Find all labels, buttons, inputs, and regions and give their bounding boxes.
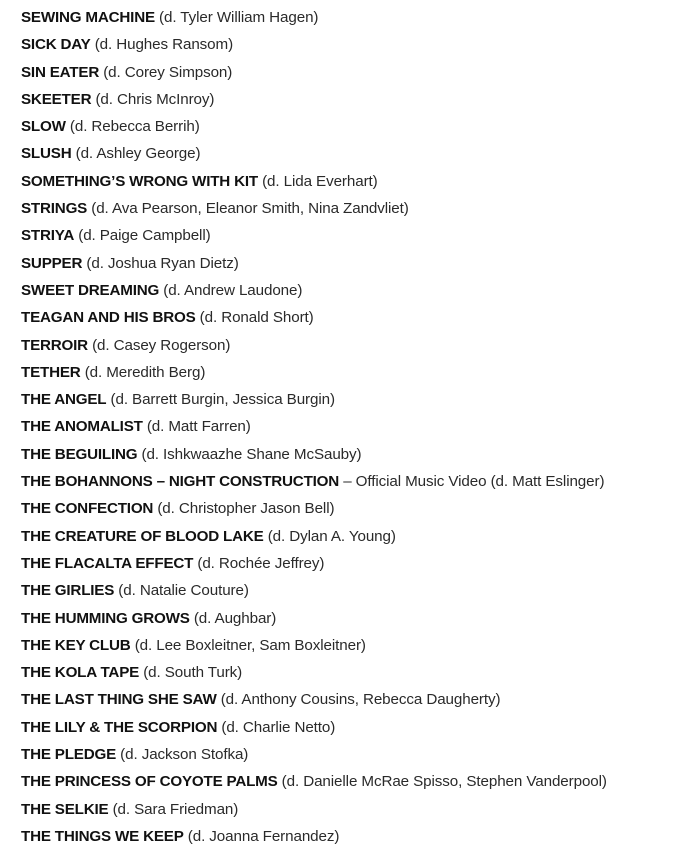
- film-title: THE LAST THING SHE SAW: [21, 691, 217, 709]
- film-title: THE CREATURE OF BLOOD LAKE: [21, 527, 264, 545]
- film-entry: [21, 659, 698, 686]
- film-title: SICK DAY: [21, 36, 91, 54]
- film-title: SOMETHING’S WRONG WITH KIT: [21, 172, 258, 190]
- film-entry: [21, 86, 698, 113]
- film-title: SLOW: [21, 118, 66, 136]
- film-director-credit: (d. Tyler William Hagen): [159, 9, 319, 26]
- film-title: SEWING MACHINE: [21, 9, 155, 26]
- film-title: SLUSH: [21, 145, 72, 163]
- film-entry: [21, 222, 698, 249]
- film-title: THE SELKIE: [21, 800, 109, 818]
- film-entry: [21, 741, 698, 768]
- film-title: THE FLACALTA EFFECT: [21, 554, 194, 572]
- film-director-credit: (d. Christopher Jason Bell): [157, 500, 335, 518]
- film-list: [21, 4, 698, 850]
- film-entry: [21, 59, 698, 86]
- film-director-credit: (d. Paige Campbell): [78, 227, 211, 245]
- film-director-credit: (d. Lee Boxleitner, Sam Boxleitner): [134, 636, 366, 654]
- film-title: SUPPER: [21, 254, 83, 272]
- film-title: SIN EATER: [21, 63, 100, 81]
- film-entry: [21, 168, 698, 195]
- film-entry: [21, 523, 698, 550]
- film-entry: [21, 304, 698, 331]
- film-title: THE THINGS WE KEEP: [21, 827, 184, 845]
- film-entry: [21, 577, 698, 604]
- film-entry: [21, 441, 698, 468]
- film-director-credit: (d. Charlie Netto): [221, 718, 336, 736]
- film-director-credit: (d. Corey Simpson): [103, 63, 233, 81]
- film-entry: [21, 113, 698, 140]
- film-director-credit: (d. Lida Everhart): [262, 172, 378, 190]
- film-title: TEAGAN AND HIS BROS: [21, 309, 196, 327]
- film-entry: [21, 4, 698, 31]
- film-entry: [21, 768, 698, 795]
- film-entry: [21, 250, 698, 277]
- film-entry: [21, 195, 698, 222]
- film-title: THE KOLA TAPE: [21, 664, 140, 682]
- film-title: STRIYA: [21, 227, 75, 245]
- film-director-credit: (d. Sara Friedman): [112, 800, 239, 818]
- film-director-credit: (d. Hughes Ransom): [94, 36, 234, 54]
- film-entry: [21, 550, 698, 577]
- film-title: SWEET DREAMING: [21, 281, 160, 299]
- film-title: THE LILY & THE SCORPION: [21, 718, 218, 736]
- film-title: THE ANOMALIST: [21, 418, 143, 436]
- film-entry: [21, 796, 698, 823]
- film-director-credit: (d. Andrew Laudone): [163, 281, 303, 299]
- film-director-credit: (d. Barrett Burgin, Jessica Burgin): [110, 391, 335, 409]
- film-title: TERROIR: [21, 336, 88, 354]
- film-director-credit: (d. South Turk): [143, 664, 243, 682]
- film-title: SKEETER: [21, 90, 92, 108]
- film-entry: [21, 413, 698, 440]
- film-entry: [21, 605, 698, 632]
- film-entry: [21, 495, 698, 522]
- film-title: THE BEGUILING: [21, 445, 138, 463]
- film-title: THE PRINCESS OF COYOTE PALMS: [21, 773, 278, 791]
- film-director-credit: (d. Aughbar): [193, 609, 277, 627]
- film-director-credit: (d. Matt Farren): [146, 418, 251, 436]
- film-entry: [21, 686, 698, 713]
- film-director-credit: (d. Ronald Short): [199, 309, 314, 327]
- film-title: THE BOHANNONS – NIGHT CONSTRUCTION: [21, 473, 340, 491]
- film-title: THE CONFECTION: [21, 500, 154, 518]
- film-title: THE HUMMING GROWS: [21, 609, 190, 627]
- film-director-credit: (d. Joanna Fernandez): [187, 827, 340, 845]
- film-director-credit: (d. Chris McInroy): [95, 90, 215, 108]
- film-director-credit: (d. Meredith Berg): [84, 363, 206, 381]
- film-title: THE PLEDGE: [21, 746, 117, 764]
- film-title: THE KEY CLUB: [21, 636, 131, 654]
- film-director-credit: (d. Matt Eslinger): [490, 473, 605, 491]
- film-entry: [21, 332, 698, 359]
- film-director-credit: (d. Ashley George): [75, 145, 201, 163]
- film-director-credit: (d. Danielle McRae Spisso, Stephen Vanderpool): [281, 773, 607, 791]
- film-extra-note: – Official Music Video: [343, 473, 487, 491]
- film-entry: [21, 277, 698, 304]
- film-director-credit: (d. Jackson Stofka): [120, 746, 249, 764]
- film-director-credit: (d. Anthony Cousins, Rebecca Daugherty): [220, 691, 501, 709]
- film-director-credit: (d. Casey Rogerson): [92, 336, 231, 354]
- film-entry: [21, 823, 698, 850]
- film-title: THE GIRLIES: [21, 582, 115, 600]
- film-entry: [21, 140, 698, 167]
- film-director-credit: (d. Ishkwaazhe Shane McSauby): [141, 445, 362, 463]
- film-entry: [21, 714, 698, 741]
- film-director-credit: (d. Rebecca Berrih): [69, 118, 200, 136]
- film-director-credit: (d. Rochée Jeffrey): [197, 554, 325, 572]
- film-title: TETHER: [21, 363, 81, 381]
- film-entry: [21, 468, 698, 495]
- film-entry: [21, 31, 698, 58]
- film-director-credit: (d. Joshua Ryan Dietz): [86, 254, 239, 272]
- film-director-credit: (d. Dylan A. Young): [267, 527, 396, 545]
- film-title: THE ANGEL: [21, 391, 107, 409]
- film-director-credit: (d. Ava Pearson, Eleanor Smith, Nina Zandvliet): [91, 200, 409, 218]
- film-entry: [21, 632, 698, 659]
- film-entry: [21, 386, 698, 413]
- film-director-credit: (d. Natalie Couture): [118, 582, 249, 600]
- film-entry: [21, 359, 698, 386]
- film-title: STRINGS: [21, 200, 88, 218]
